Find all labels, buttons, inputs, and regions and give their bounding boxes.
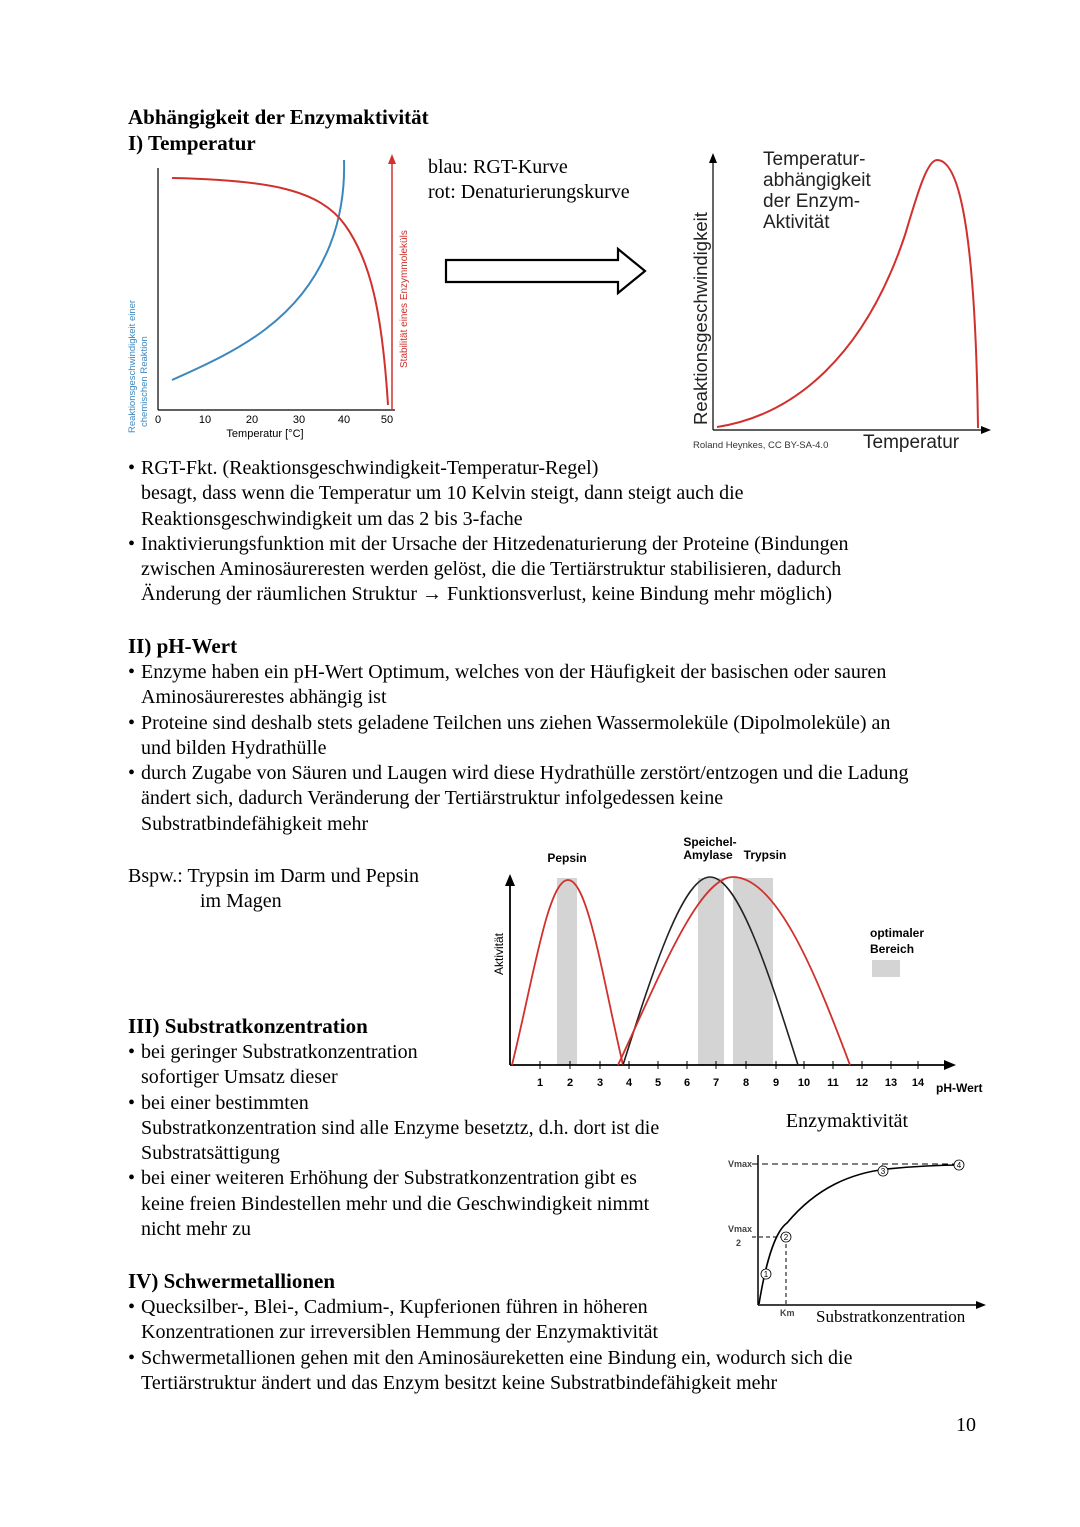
- arrow-right-icon: [440, 245, 655, 300]
- xtick: 20: [245, 414, 259, 426]
- section-substrate-title: III) Substratkonzentration: [128, 1014, 368, 1038]
- bullet-saturation: • bei einer bestimmten Substratkonzentration sind alle Enzyme besetztz, d.h. dort ist die Substratsättigung: [128, 1091, 728, 1167]
- example-line-1: Bspw.: Trypsin im Darm und Pepsin: [128, 865, 419, 887]
- optimum-band-pepsin: [557, 878, 577, 1065]
- label-trypsin: Trypsin: [743, 848, 787, 862]
- label-pepsin: Pepsin: [547, 851, 587, 865]
- vmax-half-label-bottom: 2: [736, 1238, 742, 1248]
- right-chart-ylabel: Reaktionsgeschwindigkeit: [690, 212, 711, 425]
- red-axis-arrow: [388, 154, 396, 164]
- bullet-inactivation: • Inaktivierungsfunktion mit der Ursache der Hitzedenaturierung der Proteine (Bindungen zwischen Aminosäureresten werden gelöst, die die Tertiärstruktur stabilisieren, dadurch Änderung der räumlichen Struktur → Funktionsverlust, keine Bindung mehr möglich): [128, 532, 1008, 608]
- left-chart-axes: [158, 154, 396, 410]
- svg-text:2: 2: [783, 1233, 789, 1242]
- temperature-dependency-chart: [685, 145, 995, 460]
- section-temperature-title: I) Temperatur: [128, 131, 256, 155]
- svg-text:abhängigkeit: abhängigkeit: [763, 170, 871, 191]
- bullet-binding: • Schwermetallionen gehen mit den Aminosäureketten eine Bindung ein, wodurch sich die Tertiärstruktur ändert und das Enzym besitzt keine Substratbindefähigkeit mehr: [128, 1346, 1008, 1397]
- mm-chart-title: Enzymaktivität: [785, 1110, 909, 1132]
- ph-xlabel: pH-Wert: [936, 1081, 983, 1095]
- label-amylase-2: Amylase: [683, 848, 733, 862]
- svg-text:1: 1: [536, 1077, 544, 1089]
- left-chart-ylabel-blue-1: Reaktionsgeschwindigkeit einer: [127, 299, 138, 433]
- legend-optimal-1: optimaler: [870, 926, 925, 940]
- svg-text:13: 13: [884, 1077, 898, 1089]
- bullet-metal-ions: • Quecksilber-, Blei-, Cadmium-, Kupferionen führen in höheren Konzentrationen zur irreversiblen Hemmung der Enzymaktivität: [128, 1295, 1008, 1346]
- svg-text:4: 4: [625, 1077, 633, 1089]
- vmax-half-label-top: Vmax: [728, 1224, 753, 1234]
- section-heavy-metals-title: IV) Schwermetallionen: [128, 1269, 336, 1293]
- svg-text:Temperatur-: Temperatur-: [763, 149, 866, 170]
- xtick: 10: [198, 414, 212, 426]
- bullet-ph-optimum: • Enzyme haben ein pH-Wert Optimum, welches von der Häufigkeit der basischen oder sauren Aminosäurerestes abhängig ist: [128, 660, 1028, 711]
- svg-text:3: 3: [880, 1167, 886, 1176]
- rgt-denaturation-chart: [120, 150, 420, 445]
- example-line-2: im Magen: [200, 890, 282, 912]
- bullet-rgt: • RGT-Fkt. (Reaktionsgeschwindigkeit-Temperatur-Regel) besagt, dass wenn die Temperatur um 10 Kelvin steigt, dann steigt auch die Reaktionsgeschwindigkeit um das 2 bis 3-fache: [128, 456, 1008, 532]
- bullet-acids-bases: • durch Zugabe von Säuren und Laugen wird diese Hydrathülle zerstört/entzogen und die Ladung ändert sich, dadurch Veränderung der Tertiärstruktur infolgedessen keine Substratbindefähigkeit mehr: [128, 761, 1028, 837]
- blue-rgt-curve: [172, 160, 344, 380]
- svg-text:der Enzym-: der Enzym-: [763, 191, 861, 212]
- svg-text:Aktivität: Aktivität: [763, 212, 830, 233]
- bullet-further-increase: • bei einer weiteren Erhöhung der Substratkonzentration gibt es keine freien Bindestellen mehr und die Geschwindigkeit nimmt nicht mehr zu: [128, 1166, 728, 1242]
- substrate-bullets: [128, 1040, 728, 1242]
- svg-text:9: 9: [772, 1077, 780, 1089]
- svg-text:6: 6: [683, 1077, 691, 1089]
- xtick: 0: [154, 414, 162, 426]
- page-number: 10: [956, 1414, 976, 1436]
- legend-blue: blau: RGT-Kurve: [428, 156, 568, 178]
- svg-text:3: 3: [596, 1077, 604, 1089]
- km-label: Km: [780, 1308, 795, 1318]
- right-chart-title: [763, 149, 871, 233]
- left-chart-xlabel: Temperatur [°C]: [226, 428, 304, 440]
- svg-text:1: 1: [763, 1270, 769, 1279]
- left-chart-xticks: [155, 414, 393, 426]
- temperature-bullets: [128, 456, 1008, 608]
- section-ph-title: II) pH-Wert: [128, 634, 238, 658]
- svg-text:10: 10: [797, 1077, 811, 1089]
- page-heading: Abhängigkeit der Enzymaktivität: [128, 105, 429, 129]
- svg-text:14: 14: [911, 1077, 925, 1089]
- left-chart-ylabel-red: Stabilität eines Enzymmoleküls: [399, 230, 410, 368]
- svg-text:11: 11: [827, 1077, 839, 1089]
- ph-ylabel: Aktivität: [492, 932, 506, 975]
- right-chart-credit: Roland Heynkes, CC BY-SA-4.0: [693, 440, 829, 451]
- mm-points: [761, 1160, 964, 1279]
- legend-optimal-2: Bereich: [870, 942, 915, 956]
- legend-red: rot: Denaturierungskurve: [428, 181, 630, 203]
- svg-text:5: 5: [654, 1077, 662, 1089]
- right-chart-xlabel: Temperatur: [863, 432, 960, 453]
- svg-text:4: 4: [956, 1161, 962, 1170]
- label-amylase-1: Speichel-: [683, 835, 737, 849]
- xtick: 40: [337, 414, 351, 426]
- vmax-label: Vmax: [728, 1159, 753, 1169]
- xtick: 50: [380, 414, 394, 426]
- bullet-proteins-charged: • Proteine sind deshalb stets geladene Teilchen uns ziehen Wassermoleküle (Dipolmoleküle) an und bilden Hydrathülle: [128, 711, 1028, 762]
- svg-text:2: 2: [566, 1077, 574, 1089]
- heavy-metals-bullets: [128, 1295, 1008, 1396]
- legend-optimal-swatch: [872, 960, 900, 977]
- optimum-band-amylase: [698, 878, 724, 1065]
- red-denaturation-curve: [172, 178, 388, 405]
- svg-text:8: 8: [742, 1077, 750, 1089]
- svg-text:12: 12: [855, 1077, 869, 1089]
- left-chart-ylabel-blue-2: chemischen Reaktion: [139, 336, 150, 427]
- xtick: 30: [292, 414, 306, 426]
- svg-text:7: 7: [712, 1077, 720, 1089]
- mm-xlabel: Substratkonzentration: [816, 1307, 966, 1326]
- bullet-low-substrate: • bei geringer Substratkonzentration sofortiger Umsatz dieser: [128, 1040, 728, 1091]
- ph-bullets: [128, 660, 1028, 837]
